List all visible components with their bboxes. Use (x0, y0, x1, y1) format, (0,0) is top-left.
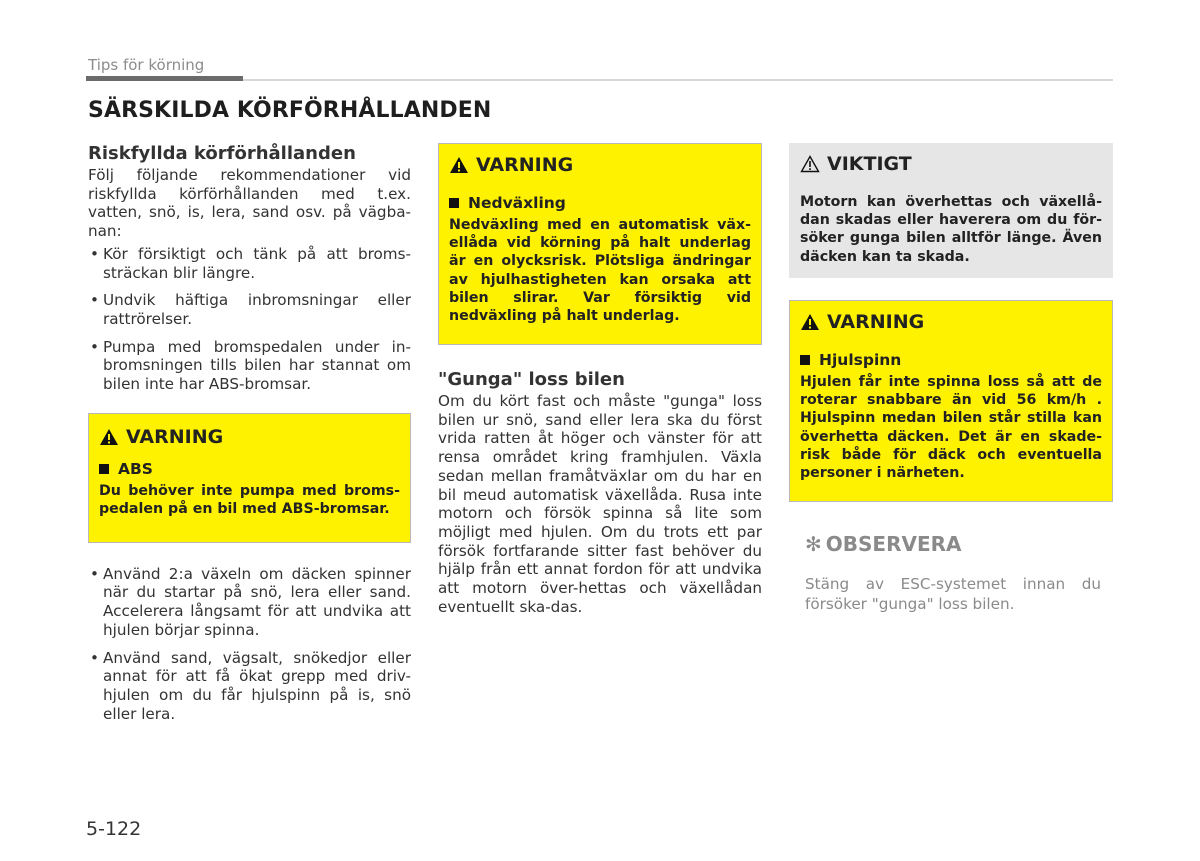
list-item: • Pumpa med bromspedalen under in-bromsningen tills bilen har stannat om bilen inte har ABS-bromsar. (90, 337, 411, 394)
warning-subtitle: Hjulspinn (800, 351, 1102, 369)
important-text: Motorn kan överhettas och växellå-dan skadas eller haverera om du för-söker gunga bilen alltför länge. Även däcken kan ta skada. (800, 194, 1102, 265)
bullet-dot-icon: • (90, 337, 99, 356)
column-2 (438, 143, 762, 616)
subheading-risky-conditions: Riskfyllda körförhållanden (88, 143, 356, 164)
warning-subtitle: Nedväxling (449, 194, 751, 212)
note-section (789, 532, 1113, 614)
list-item: • Kör försiktigt och tänk på att broms-sträckan blir längre. (90, 244, 411, 282)
warning-box-abs (88, 413, 411, 543)
warning-title: VARNING (99, 426, 400, 448)
warning-title: VARNING (449, 154, 751, 176)
note-text: Stäng av ESC-systemet innan du försöker "gunga" loss bilen. (805, 575, 1101, 613)
warning-title: VARNING (800, 311, 1102, 333)
header-bar (86, 76, 243, 81)
page-title: SÄRSKILDA KÖRFÖRHÅLLANDEN (88, 98, 492, 123)
warning-triangle-icon (800, 313, 820, 331)
warning-triangle-icon (449, 156, 469, 174)
square-bullet-icon (449, 198, 459, 208)
bullet-list-1 (88, 245, 411, 394)
subheading-rock-loose: "Gunga" loss bilen (438, 369, 625, 390)
bullet-dot-icon: • (90, 648, 99, 667)
square-bullet-icon (99, 464, 109, 474)
warning-box-wheelspin (789, 300, 1113, 502)
warning-text: Nedväxling med en automatisk väx-ellåda vid körning på halt underlag är en olycksrisk. Plötsliga ändringar av hjulhastigheten kan orsaka att bilen slirar. Var försiktig vid nedväxling på halt underlag. (449, 217, 751, 325)
header-rule (243, 79, 1113, 81)
warning-triangle-icon (99, 428, 119, 446)
square-bullet-icon (800, 355, 810, 365)
list-item: • Använd sand, vägsalt, snökedjor eller annat för att få ökat grepp med driv-hjulen om du får hjulspinn på is, snö eller lera. (90, 648, 411, 723)
caution-outline-triangle-icon (800, 155, 820, 173)
page-number: 5-122 (86, 818, 142, 840)
section-header: Tips för körning (88, 56, 205, 74)
list-item: • Undvik häftiga inbromsningar eller rattrörelser. (90, 291, 411, 328)
bullet-dot-icon: • (90, 244, 99, 263)
list-item: • Använd 2:a växeln om däcken spinner när du startar på snö, lera eller sand. Accelerera långsamt för att undvika att hjulen börjar spinna. (90, 564, 411, 639)
warning-box-downshift (438, 143, 762, 345)
column-3 (789, 143, 1113, 614)
bullet-dot-icon: • (90, 291, 99, 310)
column-1 (88, 143, 411, 732)
warning-subtitle: ABS (99, 460, 400, 478)
warning-text: Hjulen får inte spinna loss så att de roterar snabbare än vid 56 km/h . Hjulspinn medan bilen står stilla kan överhetta däcken. Det är en skade-risk både för däck och eventuella personer i närheten. (800, 374, 1102, 482)
warning-text: Du behöver inte pumpa med broms-pedalen på en bil med ABS-bromsar. (99, 482, 400, 517)
note-title: ✻ OBSERVERA (805, 532, 962, 556)
bullet-dot-icon: • (90, 564, 99, 583)
important-title: VIKTIGT (800, 153, 1102, 175)
asterisk-icon: ✻ (805, 532, 822, 556)
intro-paragraph: Följ följande rekommendationer vid riskfyllda körförhållanden med t.ex. vatten, snö, is, lera, sand osv. på vägba-nan: (88, 166, 411, 241)
rock-loose-paragraph: Om du kört fast och måste "gunga" loss bilen ur snö, sand eller lera ska du först vrida ratten åt höger och vänster för att rensa området kring framhjulen. Växla sedan mellan framåtväxlar om du har en bil meud automatisk växellåda. Rusa inte motorn och försök spinna så lite som möjligt med hjulen. Om du trots ett par försök fortfarande sitter fast behöver du hjälp från ett annat fordon för att undvika att motorn över-hettas och växellådan eventuellt ska-das. (438, 392, 762, 616)
important-box (789, 143, 1113, 278)
bullet-list-2 (88, 565, 411, 724)
